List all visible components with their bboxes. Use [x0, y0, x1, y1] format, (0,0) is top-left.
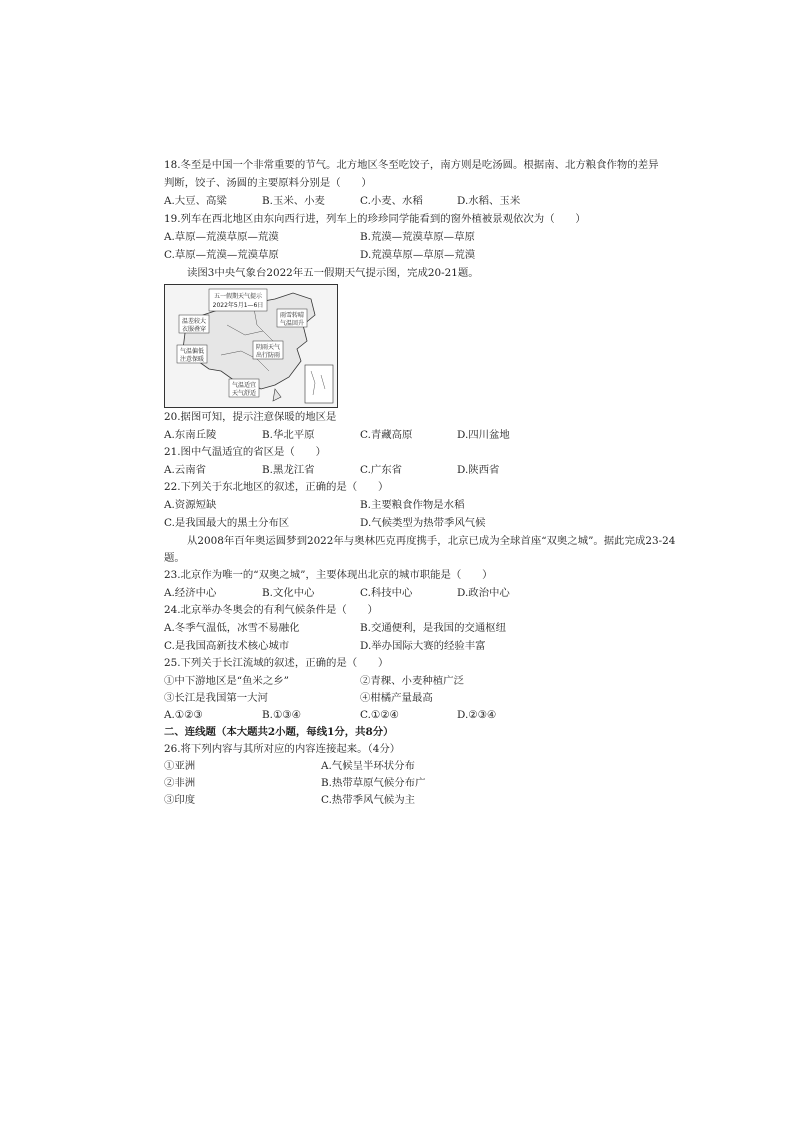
q26-left-1: ①亚洲 — [164, 760, 196, 772]
q21-stem: 21.图中气温适宜的省区是（ ） — [164, 446, 326, 458]
map-date: 2022年5月1—6日 — [212, 302, 264, 309]
map-title: 五一假期天气提示 — [213, 293, 263, 300]
q18-stem-line1: 18.冬至是中国一个非常重要的节气。北方地区冬至吃饺子，南方则是吃汤圆。根据南、北方粮食作物的差异 — [164, 159, 659, 171]
q19-option-c: C.草原—荒漠—荒漠草原 — [164, 249, 279, 261]
map-label-northwest: 温差较大 — [181, 318, 207, 325]
q24-option-a: A.冬季气温低，冰雪不易融化 — [164, 622, 300, 634]
map-label-west: 气温偏低 — [179, 348, 205, 355]
q25-statement-3: ③长江是我国第一大河 — [164, 692, 268, 704]
q18-stem-line2: 判断，饺子、汤圆的主要原料分别是（ ） — [164, 177, 372, 189]
map-label-central: 阴雨天气 — [255, 344, 281, 351]
q18-option-a: A.大豆、高粱 — [164, 195, 227, 207]
q23-option-c: C.科技中心 — [360, 587, 413, 599]
q25-statement-2: ②青稞、小麦种植广泛 — [360, 675, 464, 687]
q25-stem: 25.下列关于长江流域的叙述，正确的是（ ） — [164, 657, 389, 669]
q24-stem: 24.北京举办冬奥会的有利气候条件是（ ） — [164, 604, 378, 616]
q21-option-b: B.黑龙江省 — [262, 464, 315, 476]
q19-stem: 19.列车在西北地区由东向西行进，列车上的珍珍同学能看到的窗外植被景观依次为（ ） — [164, 213, 586, 225]
q19-option-a: A.草原—荒漠草原—荒漠 — [164, 231, 279, 243]
map-label-south-2: 天气舒适 — [231, 390, 257, 397]
q26-right-b: B.热带草原气候分布广 — [321, 777, 426, 789]
q22-option-d: D.气候类型为热带季风气候 — [360, 517, 486, 529]
section-2-heading: 二、连线题（本大题共2小题，每线1分，共8分） — [164, 726, 394, 738]
q20-option-d: D.四川盆地 — [457, 429, 510, 441]
q26-right-a: A.气候呈半环状分布 — [321, 760, 415, 772]
q25-statement-4: ④柑橘产量最高 — [360, 692, 433, 704]
q23-stem: 23.北京作为唯一的“双奥之城”，主要体现出北京的城市职能是（ ） — [164, 569, 493, 581]
q25-option-b: B.①③④ — [262, 709, 301, 721]
weather-map-figure — [164, 284, 338, 408]
q20-stem: 20.据图可知，提示注意保暖的地区是 — [164, 411, 337, 423]
q23-option-b: B.文化中心 — [262, 587, 315, 599]
q18-option-b: B.玉米、小麦 — [262, 195, 325, 207]
q26-left-2: ②非洲 — [164, 777, 196, 789]
q21-option-c: C.广东省 — [360, 464, 403, 476]
map-label-central-2: 出行防雨 — [255, 352, 281, 359]
q20-option-c: C.青藏高原 — [360, 429, 413, 441]
q22-option-a: A.资源短缺 — [164, 499, 217, 511]
map-label-northeast: 雨雪转晴 — [279, 312, 305, 319]
map-label-northeast-2: 气温回升 — [279, 320, 305, 327]
q22-option-c: C.是我国最大的黑土分布区 — [164, 517, 290, 529]
q26-stem: 26.将下列内容与其所对应的内容连接起来。（4分） — [164, 743, 401, 755]
q25-option-a: A.①②③ — [164, 709, 203, 721]
q18-option-d: D.水稻、玉米 — [457, 195, 521, 207]
q23-option-d: D.政治中心 — [457, 587, 510, 599]
map-label-west-2: 注意保暖 — [179, 356, 205, 363]
q24-option-d: D.举办国际大赛的经验丰富 — [360, 640, 486, 652]
q25-option-c: C.①②④ — [360, 709, 399, 721]
q22-option-b: B.主要粮食作物是水稻 — [360, 499, 465, 511]
q25-option-d: D.②③④ — [457, 709, 497, 721]
q20-option-b: B.华北平原 — [262, 429, 315, 441]
q24-option-c: C.是我国高新技术核心城市 — [164, 640, 290, 652]
map-label-south: 气温适宜 — [231, 382, 257, 389]
q22-stem: 22.下列关于东北地区的叙述，正确的是（ ） — [164, 481, 389, 493]
map-label-northwest-2: 衣服叠穿 — [181, 326, 207, 333]
beijing-intro-line1: 从2008年百年奥运圆梦到2022年与奥林匹克再度携手，北京已成为全球首座“双奥之城”。据此完成23-24 — [187, 535, 676, 547]
q19-option-b: B.荒漠—荒漠草原—草原 — [360, 231, 475, 243]
q18-option-c: C.小麦、水稻 — [360, 195, 423, 207]
q23-option-a: A.经济中心 — [164, 587, 217, 599]
q26-left-3: ③印度 — [164, 794, 196, 806]
china-map-illustration — [165, 285, 337, 407]
map-intro: 读图3中央气象台2022年五一假期天气提示图，完成20-21题。 — [187, 267, 479, 279]
beijing-intro-line2: 题。 — [164, 552, 185, 564]
q20-option-a: A.东南丘陵 — [164, 429, 217, 441]
q21-option-a: A.云南省 — [164, 464, 206, 476]
q24-option-b: B.交通便利，是我国的交通枢纽 — [360, 622, 507, 634]
q25-statement-1: ①中下游地区是“鱼米之乡” — [164, 675, 289, 687]
q19-option-d: D.荒漠草原—草原—荒漠 — [360, 249, 476, 261]
q21-option-d: D.陕西省 — [457, 464, 500, 476]
q26-right-c: C.热带季风气候为主 — [321, 794, 416, 806]
